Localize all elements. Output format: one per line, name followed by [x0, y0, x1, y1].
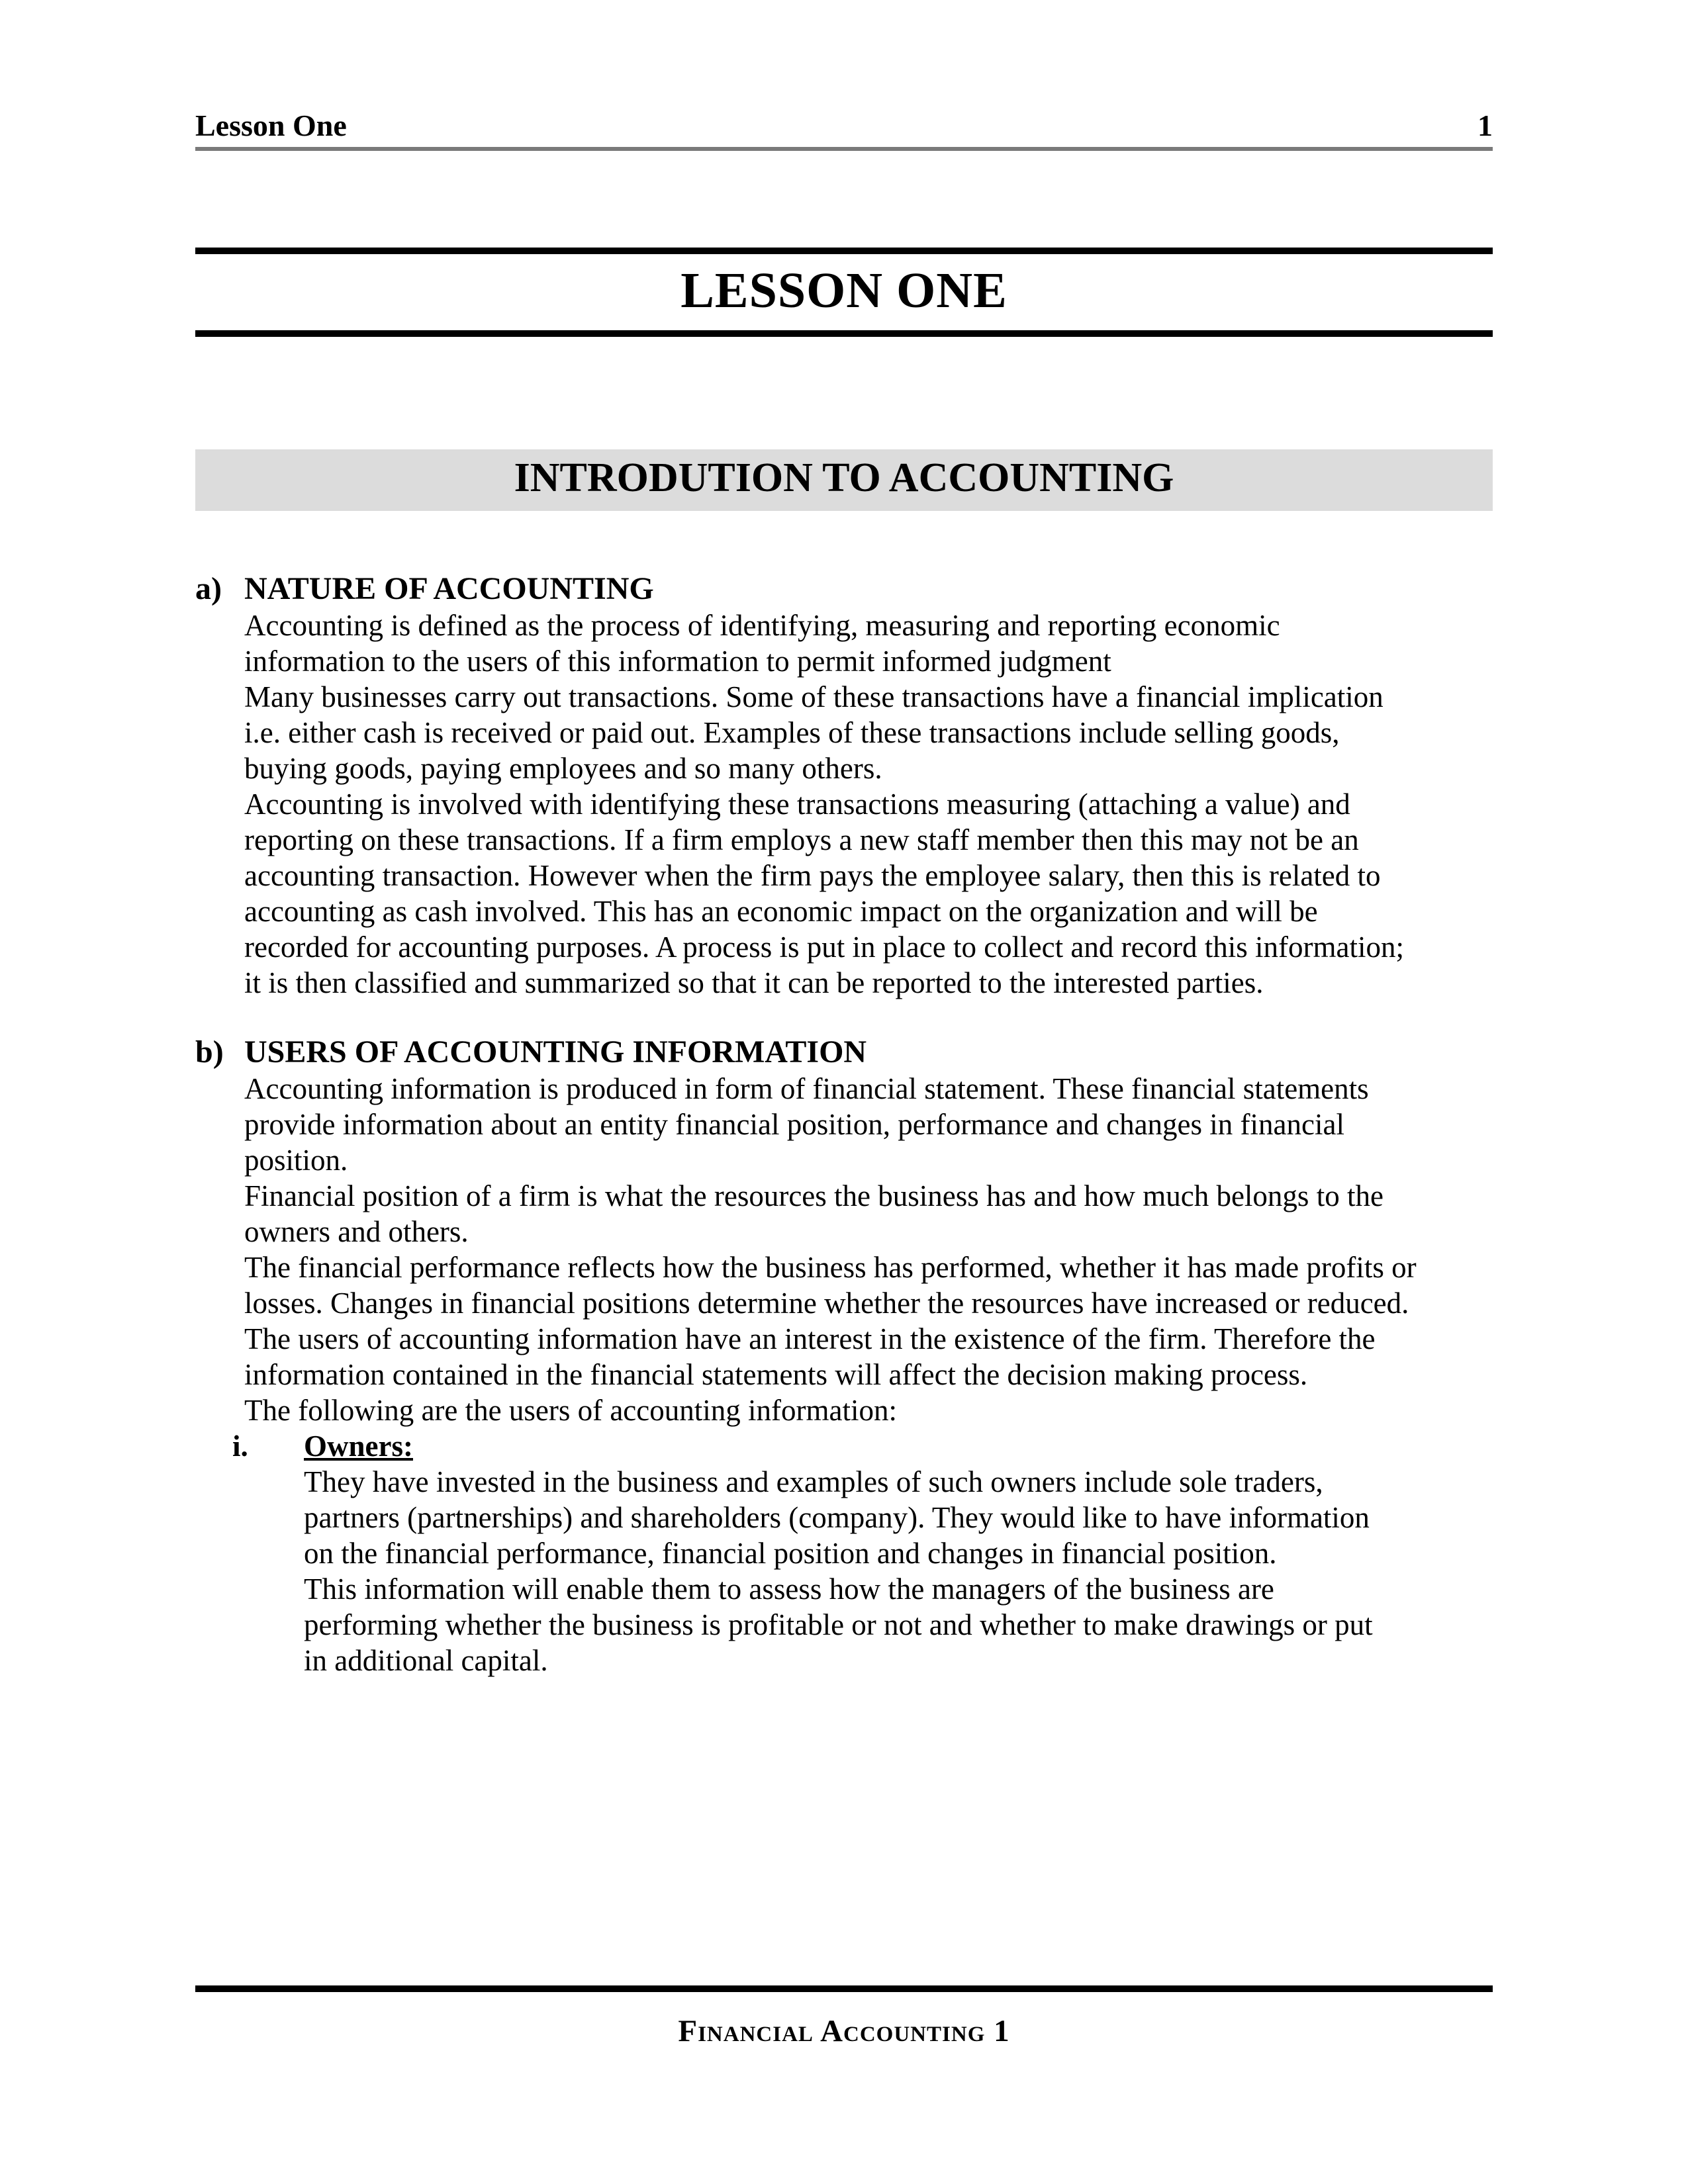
lesson-title: LESSON ONE	[680, 262, 1008, 318]
lesson-title-block	[195, 248, 1493, 337]
section-b-marker: b)	[195, 1034, 224, 1069]
footer-text: Financial Accounting 1	[678, 2014, 1010, 2048]
section-a-heading	[195, 570, 1493, 608]
paragraph: The financial performance reflects how the business has performed, whether it has made profits or losses. Changes in financial positions determine whether the resources have increased or reduced.	[244, 1250, 1417, 1320]
section-b-heading	[195, 1034, 1493, 1071]
header-title: Lesson One	[195, 109, 347, 142]
chapter-banner-title: INTRODUTION TO ACCOUNTING	[514, 455, 1174, 500]
page-content	[195, 0, 1493, 1678]
section-b-body	[244, 1071, 1423, 1428]
chapter-banner	[195, 449, 1493, 511]
paragraph: Accounting is involved with identifying these transactions measuring (attaching a value) and reporting on these transactions. If a firm employs a new staff member then this may not be an accounting transaction. However when the firm pays the employee salary, then this is related to accounting as cash involved. This has an economic impact on the organization and will be recorded for accounting purposes. A process is put in place to collect and record this information; it is then classified and summarized so that it can be reported to the interested parties.	[244, 787, 1404, 999]
list-item-marker: i.	[232, 1429, 248, 1463]
section-a-heading-text: NATURE OF ACCOUNTING	[244, 570, 654, 606]
list-intro: The following are the users of accounting information:	[244, 1393, 897, 1427]
paragraph: Many businesses carry out transactions. Some of these transactions have a financial implication i.e. either cash is received or paid out. Examples of these transactions include selling goods, buying goods, paying employees and so many others.	[244, 680, 1383, 785]
list-item-title-text: Owners:	[304, 1429, 413, 1463]
paragraph: Financial position of a firm is what the resources the business has and how much belongs to the owners and others.	[244, 1179, 1383, 1248]
list-item-title	[304, 1428, 1403, 1464]
footer-rule	[195, 1985, 1493, 1992]
section-a-body	[244, 608, 1423, 1001]
paragraph: Accounting is defined as the process of identifying, measuring and reporting economic information to the users of this information to permit informed judgment	[244, 608, 1280, 678]
section-a-marker: a)	[195, 570, 222, 606]
paragraph: The users of accounting information have an interest in the existence of the firm. Therefore the information contained in the financial statements will affect the decision making process.	[244, 1322, 1376, 1391]
list-item-owners	[232, 1428, 1493, 1678]
paragraph: Accounting information is produced in form of financial statement. These financial statements provide information about an entity financial position, performance and changes in financial position.	[244, 1071, 1369, 1177]
running-footer	[195, 1985, 1493, 2049]
paragraph: They have invested in the business and examples of such owners include sole traders, partners (partnerships) and shareholders (company). They would like to have information on the financial performance, financial position and changes in financial position.	[304, 1465, 1370, 1570]
paragraph: This information will enable them to assess how the managers of the business are performing whether the business is profitable or not and whether to make drawings or put in additional capital.	[304, 1572, 1373, 1677]
section-users-of-accounting-information	[195, 1034, 1493, 1678]
section-nature-of-accounting	[195, 570, 1493, 1001]
section-b-heading-text: USERS OF ACCOUNTING INFORMATION	[244, 1034, 867, 1069]
running-header	[195, 0, 1493, 151]
header-page-number: 1	[1477, 109, 1493, 142]
list-item-body	[304, 1428, 1403, 1678]
